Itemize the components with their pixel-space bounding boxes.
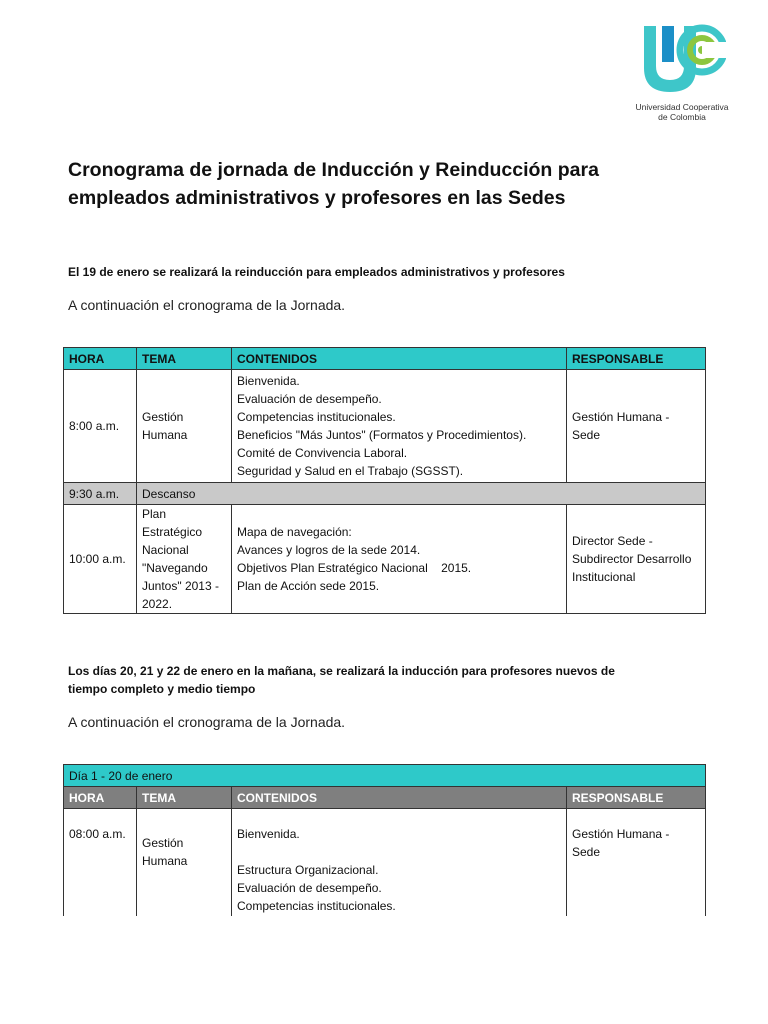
responsable-line: Institucional [572, 570, 636, 584]
tema-line: Gestión [142, 410, 184, 424]
page-cut-mask [60, 916, 710, 936]
tema-line: "Navegando [142, 561, 208, 575]
cell-tema [137, 505, 232, 614]
schedule-table-reinduccion [63, 347, 706, 614]
cell-hora: 08:00 a.m. [64, 809, 137, 919]
cell-hora: 8:00 a.m. [64, 370, 137, 483]
uc-logo-icon [640, 22, 726, 98]
tema-line: Plan [142, 507, 167, 521]
header-hora: HORA [64, 787, 137, 809]
table-header-row [64, 787, 706, 809]
contenido-line: Bienvenida. [237, 374, 300, 388]
contenido-line: Estructura Organizacional. [237, 863, 379, 877]
contenido-line: Comité de Convivencia Laboral. [237, 446, 408, 460]
tema-line: Estratégico [142, 525, 203, 539]
contenido-line: Beneficios "Más Juntos" (Formatos y Procedimientos). [237, 428, 527, 442]
university-logo [626, 22, 738, 126]
header-tema: TEMA [137, 787, 232, 809]
header-hora: HORA [64, 348, 137, 370]
header-responsable: RESPONSABLE [567, 787, 706, 809]
header-tema: TEMA [137, 348, 232, 370]
cell-contenidos [232, 370, 567, 483]
cell-tema [137, 809, 232, 919]
contenido-line: Objetivos Plan Estratégico Nacional 2015. [237, 561, 472, 575]
header-responsable: RESPONSABLE [567, 348, 706, 370]
cell-hora: 9:30 a.m. [64, 483, 137, 505]
day-row [64, 765, 706, 787]
logo-text-line2: de Colombia [658, 112, 706, 122]
logo-caption [626, 102, 738, 122]
title-line2: empleados administrativos y profesores en las Sedes [68, 187, 566, 209]
tema-line: Humana [142, 854, 188, 868]
contenido-line [237, 843, 561, 861]
contenido-line: Mapa de navegación: [237, 525, 352, 539]
document-title [68, 156, 668, 212]
header-contenidos: CONTENIDOS [232, 348, 567, 370]
contenido-line: Evaluación de desempeño. [237, 392, 382, 406]
logo-text-line1: Universidad Cooperativa [635, 102, 729, 112]
cell-contenidos [232, 505, 567, 614]
cell-tema [137, 370, 232, 483]
break-row [64, 483, 706, 505]
cell-responsable [567, 370, 706, 483]
table-row [64, 370, 706, 483]
tema-line: Gestión [142, 836, 184, 850]
day-label: Día 1 - 20 de enero [64, 765, 706, 787]
responsable-line: Subdirector Desarrollo [572, 552, 692, 566]
responsable-line: Director Sede - [572, 534, 653, 548]
contenido-line: Evaluación de desempeño. [237, 881, 382, 895]
cell-responsable [567, 505, 706, 614]
spacer [142, 816, 226, 834]
section1-intro-bold: El 19 de enero se realizará la reinducción para empleados administrativos y profesores [68, 265, 565, 279]
responsable-line: Sede [572, 428, 601, 442]
contenido-line: Avances y logros de la sede 2014. [237, 543, 421, 557]
tema-line: Humana [142, 428, 188, 442]
contenido-line: Seguridad y Salud en el Trabajo (SGSST). [237, 464, 464, 478]
contenido-line: Plan de Acción sede 2015. [237, 579, 380, 593]
section2-intro-line2: tiempo completo y medio tiempo [68, 682, 256, 696]
section2-intro-bold [68, 662, 708, 698]
responsable-line: Gestión Humana - [572, 410, 670, 424]
header-contenidos: CONTENIDOS [232, 787, 567, 809]
title-line1: Cronograma de jornada de Inducción y Reinducción para [68, 159, 599, 181]
responsable-line: Gestión Humana - [572, 827, 670, 841]
section2-intro-line1: Los días 20, 21 y 22 de enero en la mañana, se realizará la inducción para profesores nuevos de [68, 664, 615, 678]
tema-line: Nacional [142, 543, 189, 557]
tema-line: 2022. [142, 597, 173, 611]
table-row [64, 505, 706, 614]
section2-intro: A continuación el cronograma de la Jornada. [68, 714, 346, 730]
contenido-line: Bienvenida. [237, 827, 300, 841]
contenido-line: Competencias institucionales. [237, 410, 396, 424]
cell-hora: 10:00 a.m. [64, 505, 137, 614]
tema-line: Juntos" 2013 - [142, 579, 219, 593]
responsable-line: Sede [572, 845, 601, 859]
section1-intro: A continuación el cronograma de la Jornada. [68, 297, 346, 313]
cell-responsable [567, 809, 706, 919]
table-row [64, 809, 706, 919]
cell-contenidos [232, 809, 567, 919]
contenido-line: Competencias institucionales. [237, 899, 396, 913]
cell-break-label: Descanso [137, 483, 706, 505]
schedule-table-induccion [63, 764, 706, 919]
table-header-row [64, 348, 706, 370]
